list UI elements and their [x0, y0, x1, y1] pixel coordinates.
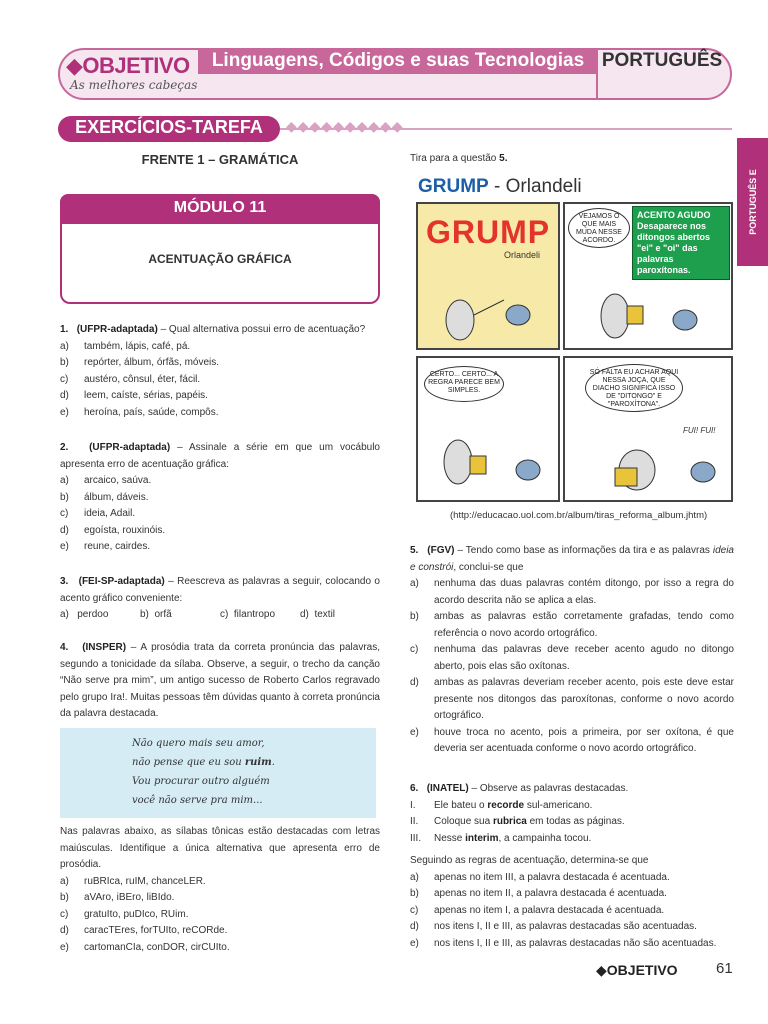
question-5: 5. (FGV) – Tendo como base as informações da tira e as palavras ideia e constrói, conclui-se que a) nenhuma das duas palavras contém ditongo, por isso a regra do acordo descrita não se aplica a elas. b) ambas as palavras estão corretamente grafadas, tendo como referência o novo acordo ortográfico. c) nenhuma das palavras deve receber acento agudo no ditongo aberto, pois elas são oxítonas. d) ambas as palavras deveriam receber acento, pois este deve estar presente nos ditongos das paroxítonas, conforme o novo acordo ortográfico. e) houve troca no acento, pois a primeira, por ser oxítona, é que deveria ser acentuada conforme o novo acordo ortográfico. — [410, 545, 734, 754]
speech-bubble-1: VEJAMOS O QUE MAIS MUDA NESSE ACORDO. — [568, 208, 630, 248]
comic-author: Orlandeli — [504, 250, 541, 260]
section-deco: ◆◆◆◆◆◆◆◆◆◆ — [286, 118, 404, 134]
comic-panel-1 — [416, 202, 560, 350]
question-3: 3. (FEI-SP-adaptada) – Reescreva as palavras a seguir, colocando o acento gráfico conveniente: a) perdoo b) orfã c) filantropo d) textil — [60, 576, 380, 620]
comic-logo: GRUMP — [426, 214, 551, 250]
question-1: 1. (UFPR-adaptada) – Qual alternativa possui erro de acentuação? a) também, lápis, café, pá. b) repórter, álbum, órfãs, móveis. c) austéro, cônsul, éter, fácil. d) leem, caíste, sérias, papéis. e) heroína, país, saúde, compôs. — [60, 324, 366, 418]
question-6: 6. (INATEL) – Observe as palavras destacadas. I. Ele bateu o recorde sul-americano. II. Coloque sua rubrica em todas as páginas. III. Nesse interim, a campainha tocou. Seguindo as regras de acentuação, determina-se que a) apenas no item III, a palavra destacada é acentuada. b) apenas no item II, a palavra destacada é acentuada. c) apenas no item I, a palavra destacada é acentuada. d) nos itens I, II e III, as palavras destacadas são acentuadas. e) nos itens I, II e III, as palavras destacadas não são acentuadas. — [410, 783, 717, 949]
area-divider — [198, 74, 598, 100]
question-4-options: Nas palavras abaixo, as sílabas tônicas estão destacadas com letras maiúsculas. Identifique a única alternativa que apresenta erro de prosódia. a) ruBRIca, ruIM, chanceLER. b) aVAro, iBEro, liBIdo. c) gratuIto, puDIco, RUim. d) caracTEres, forTUIto, reCORde. e) cartomanCIa, conDOR, cirCUIto. — [60, 826, 380, 953]
side-tab-label: PORTUGUÊS E — [747, 169, 758, 235]
comic-panel-2 — [563, 202, 733, 350]
comic-title: GRUMP - Orlandeli — [418, 176, 582, 197]
question-2: 2. (UFPR-adaptada) – Assinale a série em que um vocábulo apresenta erro de acentuação gráfica: a) arcaico, saúva. b) álbum, dáveis. c) ideia, Adail. d) egoísta, rouxinóis. e) reune, cairdes. — [60, 442, 380, 552]
frente-title: FRENTE 1 – GRAMÁTICA — [141, 152, 299, 167]
poem-text: Não quero mais seu amor, não pense que eu sou ruim. Vou procurar outro alguém você não serve pra mim... — [132, 738, 275, 806]
grump-drawing — [418, 260, 558, 350]
module-title: MÓDULO 11 — [173, 199, 267, 216]
sound-effect: FUI! FUI! — [683, 426, 716, 435]
rule-callout: ACENTO AGUDO Desaparece nos ditongos abertos "ei" e "oi" das palavras paroxítonas. — [632, 206, 730, 280]
page-number: 61 — [716, 960, 733, 977]
brand-tagline: As melhores cabeças — [70, 78, 198, 92]
grump-thinking-drawing — [418, 410, 558, 500]
grump-angry-drawing — [565, 420, 731, 500]
area-title: Linguagens, Códigos e suas Tecnologias — [211, 50, 585, 71]
comic-intro: Tira para a questão 5. — [410, 153, 508, 164]
module-topic: ACENTUAÇÃO GRÁFICA — [148, 252, 292, 266]
subject-title: PORTUGUÊS — [601, 50, 723, 71]
speech-bubble-2: CERTO... CERTO... A REGRA PARECE BEM SIMPLES. — [424, 366, 504, 402]
comic-panel-4 — [563, 356, 733, 502]
speech-bubble-3: SÓ FALTA EU ACHAR AQUI NESSA JOÇA, QUE DIACHO SIGNIFICA ISSO DE "DITONGO" E "PAROXÍTONA". — [585, 364, 683, 412]
footer-logo: ◆OBJETIVO — [596, 962, 678, 978]
comic-panel-3 — [416, 356, 560, 502]
grump-reading-drawing — [565, 280, 731, 350]
question-4: 4. (INSPER) – A prosódia trata da correta pronúncia das palavras, segundo a tonicidade da sílaba. Observe, a seguir, o trecho da canção “Não serve pra mim”, um antigo sucesso de Roberto Carlos regravado pelo grupo Ira!. Muitas pessoas têm dúvidas quanto à correta pronúncia da palavra destacada. — [60, 642, 380, 719]
brand-logo: ◆OBJETIVO — [66, 53, 190, 78]
comic-source: (http://educacao.uol.com.br/album/tiras_reforma_album.jhtm) — [450, 510, 708, 521]
section-title: EXERCÍCIOS-TAREFA — [75, 117, 263, 137]
